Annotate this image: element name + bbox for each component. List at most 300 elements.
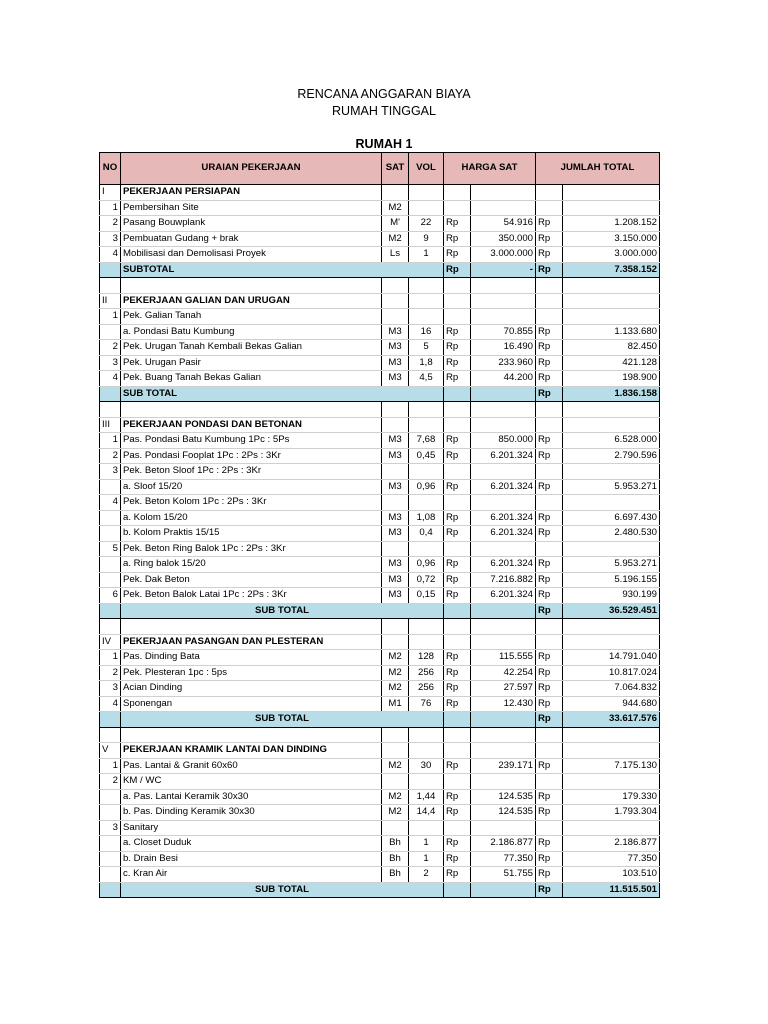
unit-price: 124.535 [471,789,536,805]
item-unit: M3 [382,510,409,526]
currency-label: Rp [536,479,563,495]
currency-label: Rp [536,526,563,542]
empty-cell [382,402,409,418]
unit-price: 16.490 [471,340,536,356]
item-volume: 256 [409,665,444,681]
item-unit: M2 [382,200,409,216]
item-description: Acian Dinding [121,681,382,697]
item-description: Pas. Dinding Bata [121,650,382,666]
item-volume: 1,8 [409,355,444,371]
header-sat: SAT [382,153,409,185]
item-volume: 1,44 [409,789,444,805]
empty-cell [536,293,563,309]
empty-cell [471,619,536,635]
empty-cell [471,727,536,743]
table-row [100,758,660,774]
item-unit: M1 [382,696,409,712]
item-total: 5.953.271 [563,479,660,495]
currency-label: Rp [536,510,563,526]
currency-label: Rp [444,355,471,371]
currency-label: Rp [444,665,471,681]
subtotal-price [471,882,536,898]
currency-label [536,774,563,790]
item-total: 179.330 [563,789,660,805]
item-volume: 0,96 [409,479,444,495]
currency-label [444,774,471,790]
unit-price: 6.201.324 [471,510,536,526]
empty-cell [563,293,660,309]
table-row [100,557,660,573]
item-total [563,495,660,511]
budget-table [99,152,660,898]
item-volume: 0,45 [409,448,444,464]
item-description: Pek. Beton Sloof 1Pc : 2Ps : 3Kr [121,464,382,480]
empty-cell [100,278,121,294]
currency-label: Rp [536,557,563,573]
table-row [100,448,660,464]
unit-price: 6.201.324 [471,526,536,542]
item-total: 1.133.680 [563,324,660,340]
empty-cell [444,634,471,650]
item-total: 5.196.155 [563,572,660,588]
item-number: 2 [100,448,121,464]
empty-cell [121,619,382,635]
item-unit: Bh [382,836,409,852]
currency-label: Rp [536,386,563,402]
empty-cell [471,417,536,433]
item-volume: 1,08 [409,510,444,526]
currency-label: Rp [444,696,471,712]
item-volume [409,541,444,557]
table-row [100,464,660,480]
unit-price: 77.350 [471,851,536,867]
unit-price: 6.201.324 [471,448,536,464]
empty-cell [100,619,121,635]
empty-cell [382,185,409,201]
currency-label: Rp [444,588,471,604]
item-number: 2 [100,216,121,232]
currency-label: Rp [444,758,471,774]
item-description: b. Pas. Dinding Keramik 30x30 [121,805,382,821]
header-jumlah-total: JUMLAH TOTAL [536,153,660,185]
empty-cell [563,727,660,743]
item-volume: 0,96 [409,557,444,573]
empty-cell [444,727,471,743]
empty-cell [471,634,536,650]
item-description: a. Kolom 15/20 [121,510,382,526]
item-unit: Bh [382,851,409,867]
unit-price [471,495,536,511]
empty-cell [382,278,409,294]
item-number: 4 [100,247,121,263]
empty-cell [100,402,121,418]
item-total: 2.790.596 [563,448,660,464]
currency-label [536,820,563,836]
subtotal-price: - [471,262,536,278]
unit-price: 42.254 [471,665,536,681]
item-total: 77.350 [563,851,660,867]
empty-cell [444,743,471,759]
currency-label: Rp [536,324,563,340]
item-description: a. Sloof 15/20 [121,479,382,495]
empty-cell [409,417,444,433]
unit-price: 233.960 [471,355,536,371]
empty-cell [471,185,536,201]
item-description: Pek. Beton Kolom 1Pc : 2Ps : 3Kr [121,495,382,511]
unit-price: 51.755 [471,867,536,883]
empty-cell [409,402,444,418]
subtotal-row [100,386,660,402]
currency-label [444,309,471,325]
item-total: 944.680 [563,696,660,712]
empty-cell [471,402,536,418]
empty-cell [563,185,660,201]
doc-title: RENCANA ANGGARAN BIAYA [297,87,471,101]
item-description: b. Kolom Praktis 15/15 [121,526,382,542]
item-description: a. Pas. Lantai Keramik 30x30 [121,789,382,805]
unit-price: 350.000 [471,231,536,247]
unit-price [471,200,536,216]
item-number: 1 [100,758,121,774]
empty-cell [471,293,536,309]
unit-price [471,309,536,325]
currency-label [444,882,471,898]
doc-subtitle: RUMAH 1 [355,137,413,151]
currency-label: Rp [444,216,471,232]
item-volume: 0,15 [409,588,444,604]
empty-cell [121,727,382,743]
item-description: Pek. Plesteran 1pc : 5ps [121,665,382,681]
item-unit: M2 [382,789,409,805]
currency-label: Rp [444,526,471,542]
currency-label: Rp [444,433,471,449]
item-number: 4 [100,696,121,712]
item-unit: M' [382,216,409,232]
empty-cell [382,417,409,433]
currency-label: Rp [444,650,471,666]
subtotal-row [100,882,660,898]
currency-label: Rp [444,851,471,867]
item-description: KM / WC [121,774,382,790]
currency-label: Rp [536,805,563,821]
subtotal-row [100,262,660,278]
table-row [100,774,660,790]
item-number: 2 [100,340,121,356]
item-total: 198.900 [563,371,660,387]
item-unit: M3 [382,526,409,542]
subtotal-label: SUB TOTAL [121,712,444,728]
item-number: 1 [100,309,121,325]
header-harga-sat: HARGA SAT [444,153,536,185]
empty-cell [100,882,121,898]
empty-cell [536,417,563,433]
item-total: 3.150.000 [563,231,660,247]
item-unit [382,820,409,836]
item-volume: 9 [409,231,444,247]
item-unit: M3 [382,572,409,588]
currency-label: Rp [536,665,563,681]
unit-price: 239.171 [471,758,536,774]
item-unit [382,774,409,790]
item-number: 3 [100,355,121,371]
item-unit: M3 [382,448,409,464]
section-row [100,185,660,201]
unit-price [471,774,536,790]
empty-cell [471,278,536,294]
subtotal-label: SUBTOTAL [121,262,444,278]
table-row [100,820,660,836]
empty-cell [121,402,382,418]
item-number [100,572,121,588]
currency-label: Rp [536,572,563,588]
item-number [100,867,121,883]
item-total [563,820,660,836]
item-total [563,200,660,216]
item-volume: 30 [409,758,444,774]
item-volume: 2 [409,867,444,883]
item-total: 10.817.024 [563,665,660,681]
currency-label: Rp [444,510,471,526]
blank-row [100,619,660,635]
blank-row [100,278,660,294]
subtotal-value: 1.836.158 [563,386,660,402]
currency-label: Rp [536,712,563,728]
unit-price: 12.430 [471,696,536,712]
section-title: PEKERJAAN KRAMIK LANTAI DAN DINDING [121,743,382,759]
item-number: 2 [100,665,121,681]
item-volume: 14,4 [409,805,444,821]
blank-row [100,402,660,418]
doc-title-2: RUMAH TINGGAL [332,104,436,118]
empty-cell [536,727,563,743]
empty-cell [536,278,563,294]
unit-price: 6.201.324 [471,479,536,495]
item-number: 6 [100,588,121,604]
table-row [100,200,660,216]
item-description: b. Drain Besi [121,851,382,867]
subtotal-value: 33.617.576 [563,712,660,728]
unit-price: 2.186.877 [471,836,536,852]
empty-cell [444,619,471,635]
item-unit: M2 [382,681,409,697]
empty-cell [444,402,471,418]
table-row [100,851,660,867]
currency-label: Rp [536,603,563,619]
currency-label: Rp [536,247,563,263]
item-description: Pembuatan Gudang + brak [121,231,382,247]
section-title: PEKERJAAN PASANGAN DAN PLESTERAN [121,634,382,650]
item-total: 3.000.000 [563,247,660,263]
item-volume [409,464,444,480]
empty-cell [563,634,660,650]
item-total: 930.199 [563,588,660,604]
table-row [100,355,660,371]
currency-label: Rp [536,371,563,387]
subtotal-value: 11.515.501 [563,882,660,898]
item-description: Pas. Lantai & Granit 60x60 [121,758,382,774]
item-number: 5 [100,541,121,557]
empty-cell [444,293,471,309]
item-description: Pek. Urugan Tanah Kembali Bekas Galian [121,340,382,356]
empty-cell [444,417,471,433]
item-total [563,541,660,557]
item-unit: M3 [382,479,409,495]
unit-price: 7.216.882 [471,572,536,588]
item-total: 1.208.152 [563,216,660,232]
currency-label: Rp [536,262,563,278]
section-row [100,417,660,433]
empty-cell [409,634,444,650]
table-row [100,340,660,356]
currency-label: Rp [444,867,471,883]
empty-cell [100,262,121,278]
currency-label: Rp [444,836,471,852]
empty-cell [382,619,409,635]
item-number: 3 [100,820,121,836]
subtotal-value: 7.358.152 [563,262,660,278]
item-unit: M3 [382,433,409,449]
empty-cell [409,727,444,743]
item-number [100,805,121,821]
subtotal-price [471,603,536,619]
table-row [100,572,660,588]
unit-price: 124.535 [471,805,536,821]
item-volume: 1 [409,247,444,263]
currency-label [444,495,471,511]
item-volume [409,820,444,836]
item-total: 2.480.530 [563,526,660,542]
table-row [100,324,660,340]
currency-label: Rp [536,836,563,852]
item-description: a. Closet Duduk [121,836,382,852]
currency-label: Rp [444,805,471,821]
currency-label [444,820,471,836]
unit-price [471,464,536,480]
empty-cell [536,402,563,418]
item-description: a. Pondasi Batu Kumbung [121,324,382,340]
empty-cell [382,743,409,759]
unit-price: 44.200 [471,371,536,387]
item-volume: 16 [409,324,444,340]
item-description: c. Kran Air [121,867,382,883]
currency-label: Rp [444,681,471,697]
section-row [100,743,660,759]
item-number [100,510,121,526]
empty-cell [563,278,660,294]
item-description: Sanitary [121,820,382,836]
item-number [100,324,121,340]
subtotal-value: 36.529.451 [563,603,660,619]
item-total [563,464,660,480]
item-unit: M3 [382,557,409,573]
currency-label: Rp [444,262,471,278]
empty-cell [563,743,660,759]
header-no: NO [100,153,121,185]
empty-cell [100,603,121,619]
currency-label: Rp [444,557,471,573]
item-unit [382,464,409,480]
item-volume [409,495,444,511]
item-number [100,526,121,542]
empty-cell [563,402,660,418]
item-total [563,774,660,790]
subtotal-row [100,603,660,619]
item-description: Pas. Pondasi Fooplat 1Pc : 2Ps : 3Kr [121,448,382,464]
currency-label [536,309,563,325]
empty-cell [409,619,444,635]
item-unit: Ls [382,247,409,263]
table-header-row [100,153,660,185]
table-row [100,433,660,449]
section-number: IV [100,634,121,650]
unit-price: 115.555 [471,650,536,666]
item-volume [409,200,444,216]
empty-cell [471,743,536,759]
item-number [100,557,121,573]
item-unit: M3 [382,340,409,356]
item-unit: M2 [382,665,409,681]
empty-cell [409,293,444,309]
item-volume: 7,68 [409,433,444,449]
blank-row [100,727,660,743]
table-row [100,309,660,325]
item-description: Pek. Beton Ring Balok 1Pc : 2Ps : 3Kr [121,541,382,557]
currency-label: Rp [536,696,563,712]
empty-cell [444,278,471,294]
item-unit: M3 [382,355,409,371]
empty-cell [382,634,409,650]
currency-label: Rp [536,588,563,604]
section-row [100,634,660,650]
item-volume: 1 [409,851,444,867]
item-description: Pembersihan Site [121,200,382,216]
currency-label [536,495,563,511]
unit-price: 850.000 [471,433,536,449]
empty-cell [100,712,121,728]
item-number: 3 [100,464,121,480]
currency-label: Rp [444,231,471,247]
currency-label: Rp [444,789,471,805]
unit-price: 6.201.324 [471,557,536,573]
currency-label [444,386,471,402]
empty-cell [382,293,409,309]
currency-label [536,541,563,557]
item-volume: 22 [409,216,444,232]
section-number: V [100,743,121,759]
currency-label [536,464,563,480]
item-total [563,309,660,325]
unit-price: 54.916 [471,216,536,232]
empty-cell [536,634,563,650]
item-description: Pek. Urugan Pasir [121,355,382,371]
item-number: 3 [100,681,121,697]
item-volume: 5 [409,340,444,356]
item-number: 1 [100,200,121,216]
item-unit: M3 [382,588,409,604]
currency-label: Rp [536,231,563,247]
currency-label [444,464,471,480]
table-row [100,231,660,247]
unit-price: 70.855 [471,324,536,340]
item-volume: 256 [409,681,444,697]
item-volume [409,774,444,790]
empty-cell [444,185,471,201]
table-row [100,216,660,232]
currency-label: Rp [536,340,563,356]
section-number: III [100,417,121,433]
header-vol: VOL [409,153,444,185]
section-title: PEKERJAAN PERSIAPAN [121,185,382,201]
